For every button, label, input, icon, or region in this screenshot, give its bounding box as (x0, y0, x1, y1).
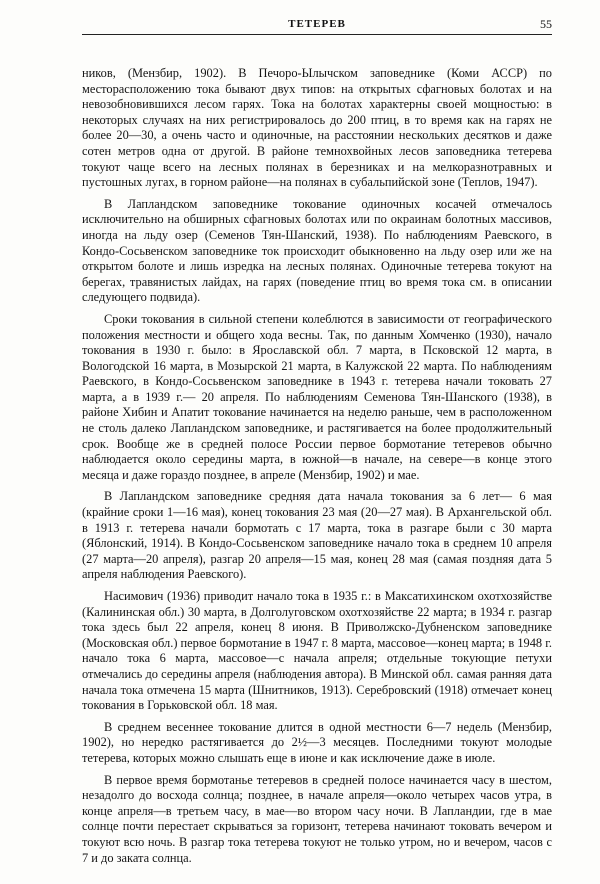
paragraph: ников, (Мензбир, 1902). В Печоро-Ылычском заповеднике (Коми АССР) по месторасположению тока бывают двух типов: на открытых сфагновых болотах и на невозобновившихся лесом гарях. Тока на болотах характерны своей мощностью: в некоторых случаях на них регистрировалось до 200 птиц, в то время как на гарях не более 20—30, а очень часто и одиночные, на расстоянии нескольких десятков и даже сотен метров одна от другой. В районе темнохвойных лесов заповедника тетерева токуют чаще всего на лесных полянах в березниках и на мелкоразнотравных и пустошных лугах, в горном районе—на полянах в субальпийской зоне (Теплов, 1947). (82, 66, 552, 190)
paragraph: В Лапландском заповеднике токование одиночных косачей отмечалось исключительно на обширных сфагновых болотах или по окраинам болотных массивов, иногда на льду озер (Семенов Тян-Шанский, 1938). По наблюдениям Раевского, в Кондо-Сосьвенском заповеднике ток происходит обыкновенно на льду озер или же на открытом болоте и лишь изредка на лесных полянах. Одиночные тетерева токуют на берегах, травянистых лайдах, на гарях (поведение птиц во время тока см. в описании следующего подвида). (82, 196, 552, 305)
paragraph: В среднем весеннее токование длится в одной местности 6—7 недель (Мензбир, 1902), но нередко растягивается до 2½—3 месяцев. Последними токуют молодые тетерева, которых можно слышать еще в июне и как исключение даже в июле. (82, 719, 552, 765)
page-number: 55 (540, 17, 552, 31)
body-text (82, 66, 552, 872)
paragraph: В первое время бормотанье тетеревов в средней полосе начинается часу в шестом, незадолго до восхода солнца; позднее, в начале апреля—около четырех часов утра, в конце апреля—в третьем часу, в мае—во втором часу ночи. В Лапландии, где в мае солнце почти перестает скрываться за горизонт, тетерева начинают токовать вечером и токуют всю ночь. В разгар тока тетерева токуют не только утром, но и вечером, часов с 7 и до заката солнца. (82, 772, 552, 865)
running-header (82, 16, 552, 35)
paragraph: В Лапландском заповеднике средняя дата начала токования за 6 лет— 6 мая (крайние сроки 1—16 мая), конец токования 23 мая (20—27 мая). В Архангельской обл. в 1913 г. тетерева начали бормотать с 17 марта, тока в разгаре были с 30 марта (Яблонский, 1914). В Кондо-Сосьвенском заповеднике начало тока в среднем 10 апреля (27 марта—20 апреля), разгар 20 апреля—15 мая, конец 28 мая (самая поздняя дата 5 апреля наблюдения Раевского). (82, 489, 552, 582)
running-title: ТЕТЕРЕВ (288, 18, 346, 30)
paragraph: Насимович (1936) приводит начало тока в 1935 г.: в Максатихинском охотхозяйстве (Калининская обл.) 30 марта, в Долголуговском охотхозяйстве 22 марта; в 1934 г. разгар тока здесь был 22 апреля, конец 8 июня. В Приволжско-Дубненском заповеднике (Московская обл.) первое бормотание в 1947 г. 8 марта, массовое—конец марта; в 1948 г. начало тока 6 марта, массовое—с начала апреля; отдельные токующие петухи отмечались до середины апреля (наблюдения автора). В Минской обл. самая ранняя дата начала тока отмечена 15 марта (Шнитников, 1913). Серебровский (1918) отмечает конец токования в Горьковской обл. 18 мая. (82, 589, 552, 713)
paragraph: Сроки токования в сильной степени колеблются в зависимости от географического положения местности и общего хода весны. Так, по данным Хомченко (1930), начало токования в 1930 г. было: в Ярославской обл. 7 марта, в Псковской 12 марта, в Вологодской 16 марта, в Мозырской 21 марта, в Калужской 22 марта. По наблюдениям Раевского, в Кондо-Сосьвенском заповеднике в 1943 г. тетерева начали токовать 27 марта, а в 1939 г.— 20 апреля. По наблюдениям Семенова Тян-Шанского (1938), в районе Хибин и Апатит токование начинается на неделю раньше, чем в расположенном не столь далеко Лапландском заповеднике, и растягивается на более продолжительный срок. Вообще же в средней полосе России первое бормотание тетеревов обычно наблюдается около середины марта, в южной—в начале, на севере—в конце этого месяца и даже гораздо позднее, в апреле (Мензбир, 1902) и мае. (82, 311, 552, 482)
